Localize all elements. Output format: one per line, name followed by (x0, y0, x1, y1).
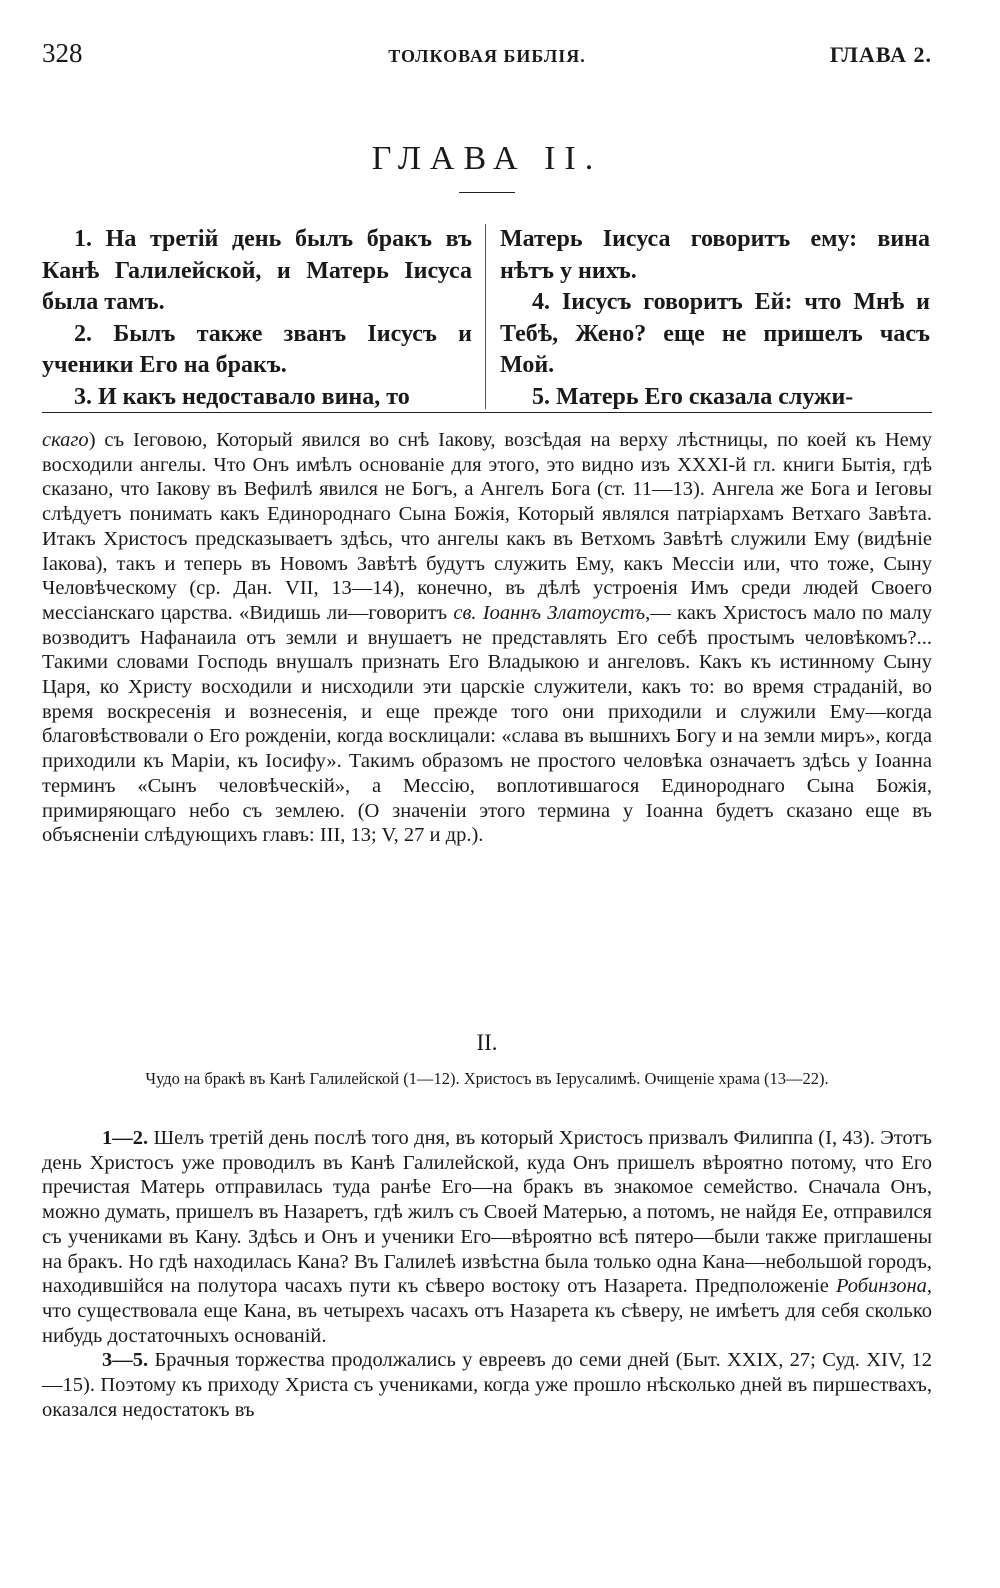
column-divider (485, 224, 486, 409)
explanation-text-end: , что существовала еще Кана, въ четырехъ часахъ отъ Назарета къ сѣверу, не имѣетъ для себя сколько нибудь достаточныхъ основаній. (42, 1275, 932, 1347)
verse-3: 3. И какъ недоставало вина, то (74, 383, 410, 410)
section-number: II. (476, 1030, 498, 1055)
explanation-paragraph (42, 1348, 932, 1422)
commentary-author-citation: св. Іоаннъ Златоустъ (453, 601, 646, 624)
verse-reference: 1—2. (102, 1127, 149, 1149)
commentary-part-2: ,— какъ Христосъ мало по малу возводитъ Нафанаила отъ земли и внушаетъ не представлять Его себѣ простымъ человѣкомъ?... Такими словами Господь внушалъ признать Его Владыкою и ангеловъ. Какъ къ истинному Сыну Царя, ко Христу восходили и нисходили эти царскіе служители, какъ то: во время страданій, во время воскресенія и вознесенія, и еще прежде того они приходили и служили Ему—когда благовѣствовали о Его рожденіи, когда восклицали: «слава въ вышнихъ Богу и на земли миръ», когда приходили къ Маріи, къ Іосифу». Такимъ образомъ не простого человѣка означаетъ здѣсь у Іоанна терминъ «Сынъ человѣческій», а Мессію, воплотившагося Единороднаго Сына Божія, примиряющаго небо съ землею. (О значеніи этого термина у Іоанна будетъ сказано еще въ объясненіи слѣдующихъ главъ: III, 13; V, 27 и др.). (42, 601, 932, 847)
running-chapter-label: ГЛАВА 2. (829, 42, 932, 67)
verse-reference: 3—5. (102, 1349, 149, 1372)
verse-3-continued: Матерь Іисуса говоритъ ему: вина нѣтъ у нихъ. (500, 226, 930, 284)
scripture-left-column (42, 224, 472, 413)
document-page (42, 0, 932, 1588)
explanations (42, 1126, 932, 1422)
book-title: ТОЛКОВАЯ БИБЛІЯ. (388, 46, 586, 66)
heading-rule (459, 192, 515, 193)
verse-4: 4. Іисусъ говоритъ Ей: что Мнѣ и Тебѣ, Жено? еще не пришелъ часъ Мой. (500, 289, 930, 378)
page-number: 328 (42, 38, 83, 68)
scripture-rule (42, 412, 932, 413)
explanation-italic: Робинзона (835, 1275, 927, 1298)
verse-5: 5. Матерь Его сказала служи- (532, 383, 854, 410)
explanation-text: Шелъ третій день послѣ того дня, въ который Христосъ призвалъ Филиппа (I, 43). Этотъ день Христосъ уже проводилъ въ Канѣ Галилейской, куда Онъ пришелъ вѣроятно потому, что Его пречистая Матерь отправилась туда ранѣе Его—на бракъ въ знакомое семейство. Сначала Онъ, можно думать, пришелъ въ Назаретъ, гдѣ жилъ съ Своей Матерью, а потомъ, не найдя Ее, отправился съ учениками въ Кану. Здѣсь и Онъ и ученики Его—вѣроятно всѣ пятеро—были также приглашены на бракъ. Но гдѣ находилась Кана? Въ Галилеѣ извѣстна была только одна Кана—небольшой городъ, находившійся на полутора часахъ пути къ сѣверо востоку отъ Назарета. Предположеніе (42, 1127, 932, 1298)
chapter-heading: ГЛАВА II. (371, 140, 603, 177)
section-title: Чудо на бракѣ въ Канѣ Галилейской (1—12). Христосъ въ Іерусалимѣ. Очищеніе храма (13—22). (145, 1069, 829, 1088)
explanation-paragraph (42, 1126, 932, 1348)
verse-2: 2. Былъ также званъ Іисусъ и ученики Его на бракъ. (42, 320, 472, 378)
verse-1: 1. На третій день былъ бракъ въ Канѣ Галилейской, и Матерь Іисуса была тамъ. (42, 226, 472, 315)
running-header (42, 38, 932, 72)
scripture-right-column (500, 224, 930, 413)
scripture-columns (42, 224, 932, 410)
explanation-text: Брачныя торжества продолжались у евреевъ до семи дней (Быт. XXIX, 27; Суд. XIV, 12—15). Поэтому къ приходу Христа съ учениками, когда уже прошло нѣсколько дней въ пиршествахъ, оказался недостатокъ въ (42, 1349, 932, 1421)
commentary-italic-word: скаго (42, 429, 89, 451)
commentary-part-1: ) съ Іеговою, Который явился во снѣ Іакову, возсѣдая на верху лѣстницы, по коей къ Нему восходили ангелы. Что Онъ имѣлъ основаніе для этого, это видно изъ XXXI-й гл. книги Бытія, гдѣ сказано, что Іакову въ Вефилѣ явился не Богъ, а Ангелъ Бога (ст. 11—13). Ангела же Бога и Іеговы слѣдуетъ понимать какъ Единороднаго Сына Божія, Который являлся патріархамъ Ветхаго Завѣта. Итакъ Христосъ предсказываетъ здѣсь, что ангелы какъ въ Ветхомъ Завѣтѣ служили Ему (видѣніе Іакова), такъ и теперь въ Новомъ Завѣтѣ будутъ служить Ему, какъ Мессіи или, что тоже, Сыну Человѣческому (ср. Дан. VII, 13—14), конечно, въ дѣлѣ устроенія Имъ среди людей Своего мессіанскаго царства. «Видишь ли—говоритъ (42, 429, 932, 624)
commentary-text (42, 428, 932, 848)
